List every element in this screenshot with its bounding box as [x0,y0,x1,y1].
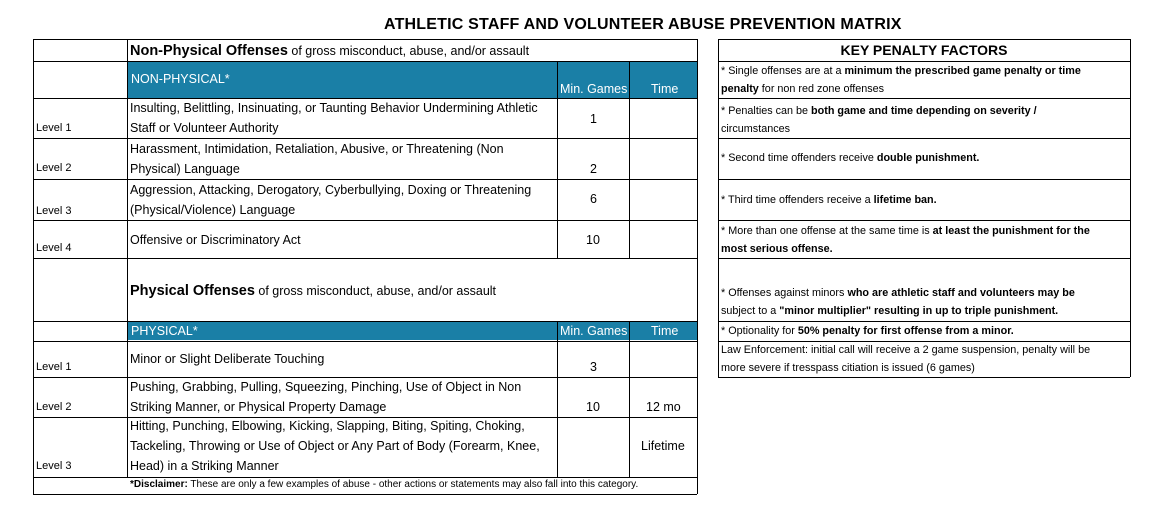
offense-description: Harassment, Intimidation, Retaliation, Abusive, or Threatening (Non Physical) Language [130,142,504,176]
page-title: ATHLETIC STAFF AND VOLUNTEER ABUSE PREVENTION MATRIX [384,16,902,33]
min-games-header: Min. Games [560,324,628,338]
offense-description: Offensive or Discriminatory Act [130,233,301,247]
level-label: Level 3 [36,460,72,472]
offense-description: Minor or Slight Deliberate Touching [130,352,325,366]
offense-description: Pushing, Grabbing, Pulling, Squeezing, Pinching, Use of Object in Non Striking Manner, or Physical Property Damage [130,380,522,414]
offense-description: Hitting, Punching, Elbowing, Kicking, Slapping, Biting, Spiting, Choking, Tackeling, Throwing or Use of Object or Any Part of Body (Forearm, Knee, Head) in a Striking Manner [130,419,540,473]
key-item: * More than one offense at the same time is at least the punishment for the most serious offense. [721,225,1090,255]
level-label: Level 2 [36,162,72,174]
non-physical-header-label: NON-PHYSICAL* [131,72,230,86]
level-label: Level 3 [36,205,72,217]
time-header: Time [651,82,679,96]
key-item: * Offenses against minors who are athletic staff and volunteers may be subject to a "minor multiplier" resulting in up to triple punishment. [721,287,1075,317]
min-games-header: Min. Games [560,82,628,96]
disclaimer: *Disclaimer: These are only a few examples of abuse - other actions or statements may also fall into this category. [130,479,639,490]
time-value: Lifetime [641,439,685,453]
time-header: Time [651,324,679,338]
offense-description: Insulting, Belittling, Insinuating, or Taunting Behavior Undermining Athletic Staff or Volunteer Authority [130,101,538,135]
physical-header-label: PHYSICAL* [131,324,198,338]
key-title: KEY PENALTY FACTORS [840,42,1008,58]
key-item: * Optionality for 50% penalty for first offense from a minor. [721,325,1014,337]
min-games-value: 10 [586,233,600,247]
level-label: Level 1 [36,122,72,134]
key-item: * Second time offenders receive double punishment. [721,152,980,164]
key-item: * Third time offenders receive a lifetime ban. [721,194,937,206]
min-games-value: 3 [590,360,597,374]
time-value: 12 mo [646,400,681,414]
min-games-value: 2 [590,162,597,176]
min-games-value: 10 [586,400,600,414]
level-label: Level 4 [36,242,72,254]
key-item: Law Enforcement: initial call will receive a 2 game suspension, penalty will be more severe if tresspass citiation is issued (6 games) [721,344,1091,374]
min-games-value: 6 [590,192,597,206]
non-physical-section-title: Non-Physical Offenses of gross misconduct, abuse, and/or assault [130,43,530,59]
min-games-value: 1 [590,112,597,126]
key-item: * Penalties can be both game and time depending on severity / circumstances [721,105,1037,135]
physical-section-title: Physical Offenses of gross misconduct, abuse, and/or assault [130,283,497,299]
offense-description: Aggression, Attacking, Derogatory, Cyberbullying, Doxing or Threatening (Physical/Violence) Language [130,183,532,217]
level-label: Level 1 [36,361,72,373]
key-item: * Single offenses are at a minimum the prescribed game penalty or time penalty for non red zone offenses [721,65,1081,95]
level-label: Level 2 [36,401,72,413]
